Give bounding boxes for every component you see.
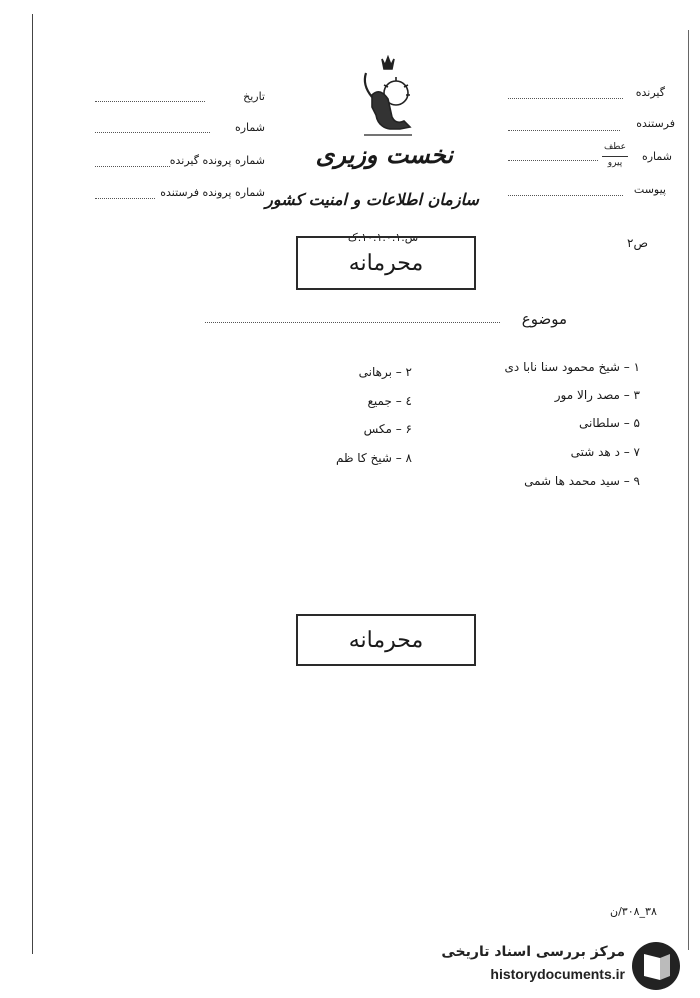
ref-bottom-label: پیرو bbox=[607, 158, 623, 168]
list-item-9: ۹ – سید محمد ها شمی bbox=[524, 474, 640, 488]
list-item-1: ۱ – شیخ محمود سنا نابا دی bbox=[504, 360, 640, 374]
classification-text-top: محرمانه bbox=[348, 250, 424, 276]
office-subtitle: سازمان اطلاعات و امنیت کشور bbox=[265, 190, 479, 209]
footer-website: historydocuments.ir bbox=[490, 966, 625, 982]
subject-label: موضوع bbox=[521, 310, 567, 328]
ref-top-label: عطف bbox=[603, 142, 627, 152]
classification-stamp-top bbox=[296, 236, 476, 290]
office-title: نخست وزیری bbox=[315, 140, 453, 169]
ref-number-line bbox=[508, 160, 598, 161]
sender-label: فرستنده bbox=[636, 117, 675, 130]
page-right-edge bbox=[688, 30, 689, 950]
page-left-edge bbox=[32, 14, 33, 954]
subject-line bbox=[205, 322, 500, 323]
document-number: ۳۸_۳۰۸/ن bbox=[610, 905, 657, 918]
attachment-label: پیوست bbox=[633, 183, 666, 196]
page-marker: ص۲ bbox=[627, 236, 648, 250]
ref-number-label: شماره bbox=[641, 150, 672, 163]
recipient-line bbox=[508, 98, 623, 99]
date-line bbox=[95, 101, 205, 102]
list-item-6: ۶ – مکس bbox=[363, 422, 412, 436]
classification-text-bottom: محرمانه bbox=[348, 627, 424, 653]
list-item-8: ۸ – شیخ کا ظم bbox=[335, 451, 412, 465]
lion-and-sun-emblem-icon bbox=[352, 55, 422, 140]
list-item-7: ۷ – د هد شتی bbox=[570, 445, 640, 459]
receiver-file-label: شماره پرونده گیرنده bbox=[169, 154, 265, 167]
number-label: شماره bbox=[234, 121, 265, 134]
stamp-code: س.۱۰.۱.۰.۱.ک bbox=[347, 231, 419, 244]
recipient-label: گیرنده bbox=[635, 86, 665, 99]
date-label: تاریخ bbox=[243, 90, 265, 103]
archive-logo-icon bbox=[630, 940, 682, 992]
ref-divider bbox=[602, 156, 628, 157]
receiver-file-line bbox=[95, 166, 170, 167]
list-item-2: ۲ – برهانی bbox=[358, 365, 412, 379]
attachment-line bbox=[508, 195, 623, 196]
sender-line bbox=[508, 130, 620, 131]
sender-file-line bbox=[95, 198, 155, 199]
classification-stamp-bottom bbox=[296, 614, 476, 666]
number-line bbox=[95, 132, 210, 133]
sender-file-label: شماره پرونده فرستنده bbox=[160, 186, 265, 199]
footer-org-name: مرکز بررسی اسناد تاریخی bbox=[441, 944, 625, 960]
list-item-3: ۳ – مصد رالا مور bbox=[554, 388, 640, 402]
list-item-4: ٤ – جمیع bbox=[367, 394, 412, 408]
list-item-5: ۵ – سلطانی bbox=[579, 416, 640, 430]
